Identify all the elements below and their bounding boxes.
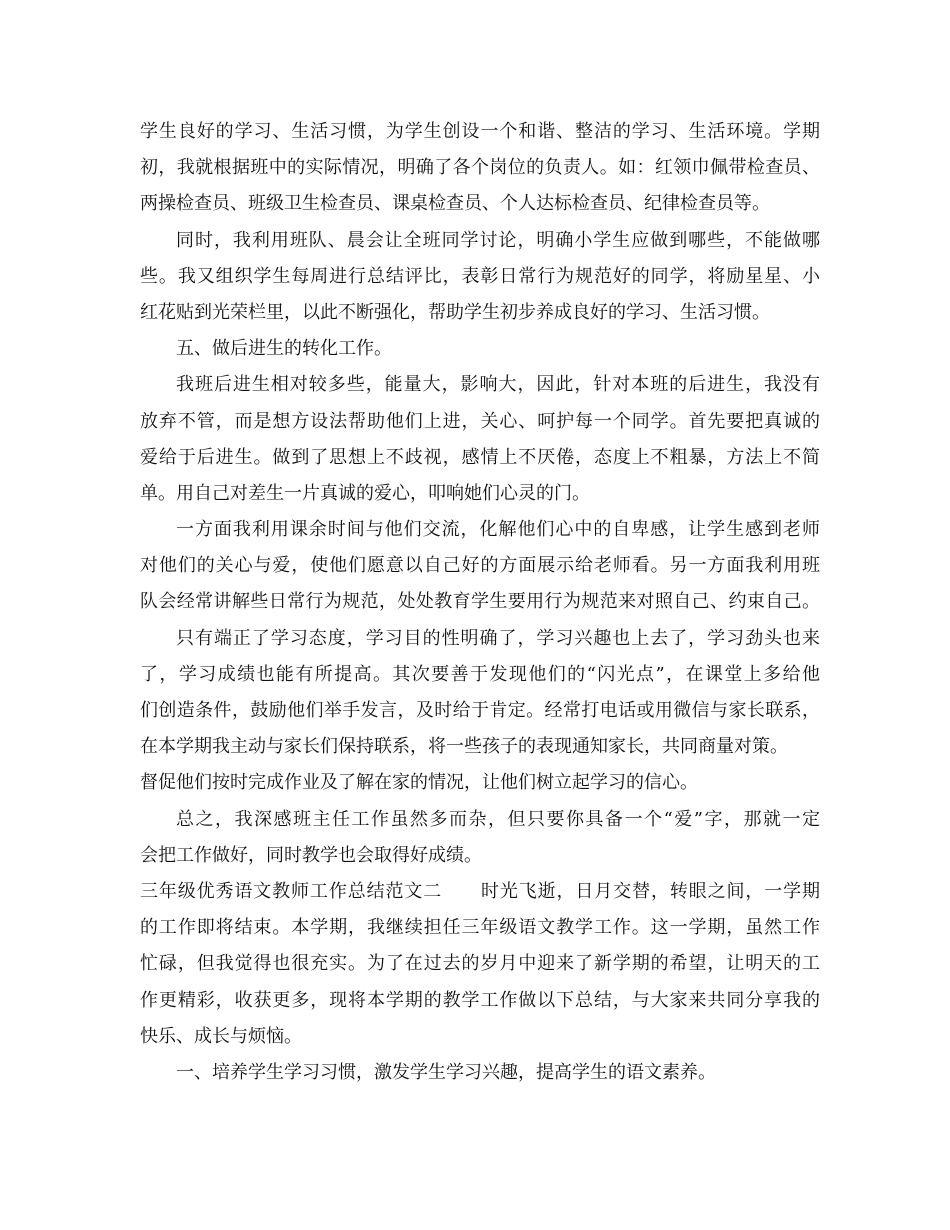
text-line: 了，学习成绩也能有所提高。其次要善于发现他们的“闪光点”，在课堂上多给他	[140, 663, 820, 685]
text-line: 一方面我利用课余时间与他们交流，化解他们心中的自卑感，让学生感到老师	[176, 519, 820, 541]
text-line: 总之，我深感班主任工作虽然多而杂，但只要你具备一个“爱”字，那就一定	[176, 808, 820, 830]
text-line: 队会经常讲解些日常行为规范，处处教育学生要用行为规范来对照自己、约束自己。	[140, 591, 820, 613]
document-body	[140, 114, 820, 1091]
text-line: 的工作即将结束。本学期，我继续担任三年级语文教学工作。这一学期，虽然工作	[140, 917, 820, 939]
text-line: 两操检查员、班级卫生检查员、课桌检查员、个人达标检查员、纪律检查员等。	[140, 193, 770, 215]
text-line: 快乐、成长与烦恼。	[140, 1025, 302, 1047]
text-line: 单。用自己对差生一片真诚的爱心，叩响她们心灵的门。	[140, 482, 590, 504]
text-line: 我班后进生相对较多些，能量大，影响大，因此，针对本班的后进生，我没有	[176, 374, 820, 396]
text-line: 会把工作做好，同时教学也会取得好成绩。	[140, 844, 482, 866]
text-line: 学生良好的学习、生活习惯，为学生创设一个和谐、整洁的学习、生活环境。学期	[140, 121, 820, 142]
text-block-before	[140, 114, 820, 874]
text-line: 五、做后进生的转化工作。	[176, 338, 392, 360]
text-line: 初，我就根据班中的实际情况，明确了各个岗位的负责人。如：红领巾佩带检查员、	[140, 157, 820, 179]
text-line: 们创造条件，鼓励他们举手发言，及时给于肯定。经常打电话或用微信与家长联系，	[140, 700, 820, 721]
text-line: 只有端正了学习态度，学习目的性明确了，学习兴趣也上去了，学习劲头也来	[176, 627, 820, 649]
section-first-line: 时光飞逝，日月交替，转眼之间，一学期	[480, 880, 821, 902]
text-line: 作更精彩，收获更多，现将本学期的教学工作做以下总结，与大家来共同分享我的	[140, 989, 820, 1011]
text-block-after	[140, 910, 820, 1091]
text-line: 些。我又组织学生每周进行总结评比，表彰日常行为规范好的同学，将励星星、小	[140, 265, 820, 287]
text-line: 督促他们按时完成作业及了解在家的情况，让他们树立起学习的信心。	[140, 772, 698, 794]
text-line: 在本学期我主动与家长们保持联系，将一些孩子的表现通知家长，共同商量对策。	[140, 736, 788, 758]
text-line: 忙碌，但我觉得也很充实。为了在过去的岁月中迎来了新学期的希望，让明天的工	[140, 953, 820, 975]
text-line: 同时，我利用班队、晨会让全班同学讨论，明确小学生应做到哪些，不能做哪	[176, 229, 820, 251]
text-line: 一、培养学生学习习惯，激发学生学习兴趣，提高学生的语文素养。	[176, 1061, 716, 1083]
section-title-line	[140, 874, 820, 910]
text-line: 爱给于后进生。做到了思想上不歧视，感情上不厌倦，态度上不粗暴，方法上不简	[140, 446, 820, 468]
section-title: 三年级优秀语文教师工作总结范文二	[140, 880, 443, 902]
text-line: 对他们的关心与爱，使他们愿意以自己好的方面展示给老师看。另一方面我利用班	[140, 555, 820, 577]
text-line: 放弃不管，而是想方设法帮助他们上进，关心、呵护每一个同学。首先要把真诚的	[140, 410, 820, 432]
text-line: 红花贴到光荣栏里，以此不断强化，帮助学生初步养成良好的学习、生活习惯。	[140, 301, 770, 323]
